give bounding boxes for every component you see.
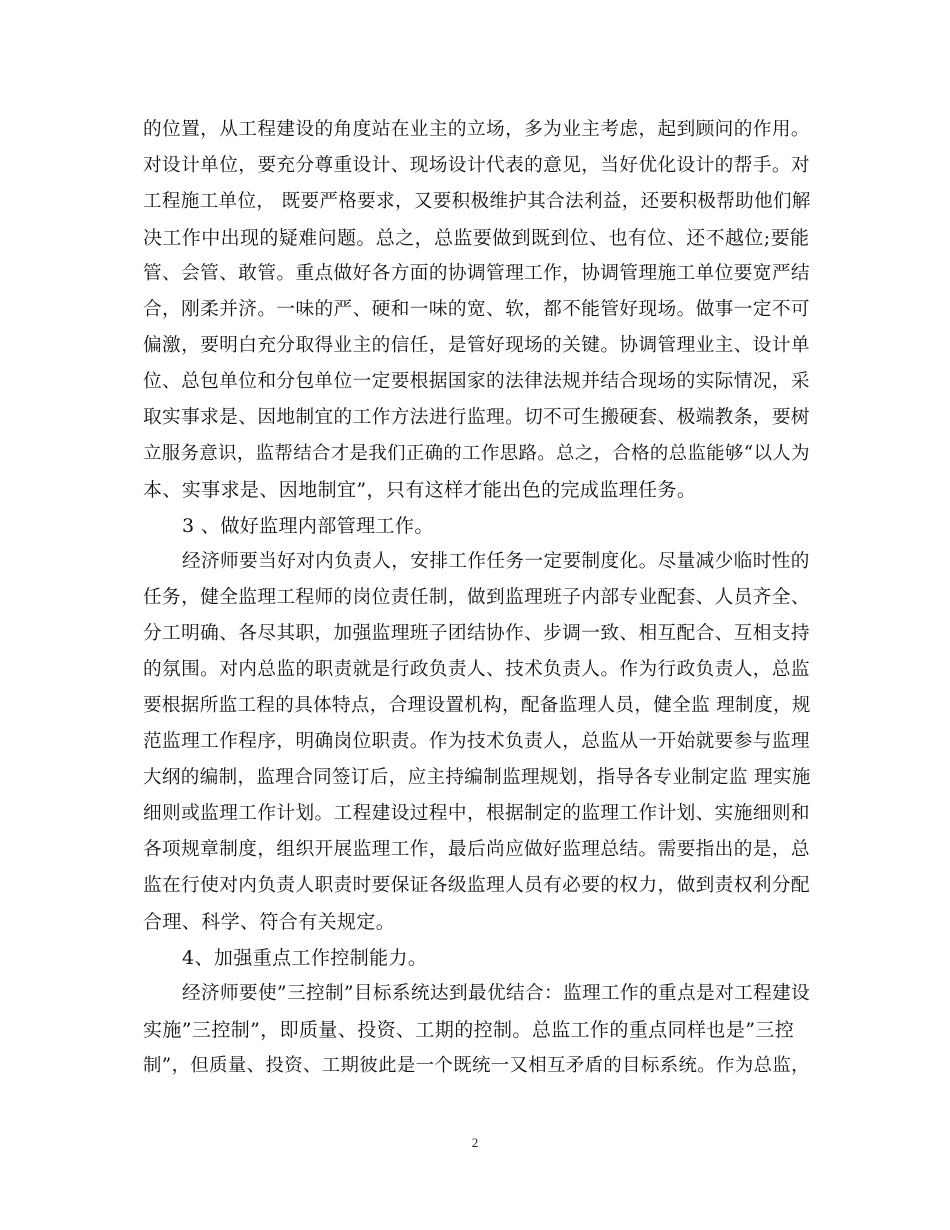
text-line: 要根据所监工程的具体特点，合理设置机构，配备监理人员，健全监 理制度，规 — [143, 695, 811, 716]
text-line: 大纲的编制，监理合同签订后，应主持编制监理规划，指导各专业制定监 理实施 — [143, 767, 811, 788]
text-line: 分工明确、各尽其职，加强监理班子团结协作、步调一致、相互配合、互相支持 — [143, 623, 810, 644]
text-line: 位、总包单位和分包单位一定要根据国家的法律法规并结合现场的实际情况，采 — [143, 371, 810, 392]
text-line: 决工作中出现的疑难问题。总之，总监要做到既到位、也有位、还不越位;要能 — [143, 227, 810, 249]
text-line: 本、实事求是、因地制宜”，只有这样才能出色的完成监理任务。 — [143, 479, 697, 501]
section-heading: 3 、做好监理内部管理工作。 — [182, 515, 434, 537]
text-line: 管、会管、敢管。重点做好各方面的协调管理工作，协调管理施工单位要宽严结 — [143, 263, 810, 284]
page-number: 2 — [471, 1135, 479, 1150]
text-line: 的氛围。对内总监的职责就是行政负责人、技术负责人。作为行政负责人，总监 — [143, 659, 810, 680]
text-line: 各项规章制度，组织开展监理工作，最后尚应做好监理总结。需要指出的是，总 — [143, 839, 810, 860]
text-line: 实施”三控制”，即质量、投资、工期的控制。总监工作的重点同样也是”三控 — [143, 1019, 795, 1041]
text-line: 范监理工作程序，明确岗位职责。作为技术负责人，总监从一开始就要参与监理 — [143, 731, 810, 752]
text-line: 工程施工单位， 既要严格要求，又要积极维护其合法利益，还要积极帮助他们解 — [143, 191, 811, 212]
text-line: 经济师要当好对内负责人，安排工作任务一定要制度化。尽量减少临时性的 — [182, 551, 810, 572]
section-heading: 4、加强重点工作控制能力。 — [182, 947, 428, 969]
text-line: 立服务意识，监帮结合才是我们正确的工作思路。总之，合格的总监能够“以人为 — [143, 443, 810, 464]
text-line: 的位置，从工程建设的角度站在业主的立场，多为业主考虑，起到顾问的作用。 — [143, 119, 810, 140]
text-line: 经济师要使”三控制”目标系统达到最优结合：监理工作的重点是对工程建设 — [182, 983, 811, 1004]
text-line: 合，刚柔并济。一味的严、硬和一味的宽、软，都不能管好现场。做事一定不可 — [143, 299, 810, 320]
text-line: 对设计单位，要充分尊重设计、现场设计代表的意见，当好优化设计的帮手。对 — [143, 155, 810, 176]
text-line: 任务，健全监理工程师的岗位责任制，做到监理班子内部专业配套、人员齐全、 — [143, 587, 810, 608]
text-line: 取实事求是、因地制宜的工作方法进行监理。切不可生搬硬套、极端教条，要树 — [143, 407, 810, 428]
text-line: 合理、科学、符合有关规定。 — [143, 911, 396, 933]
text-line: 细则或监理工作计划。工程建设过程中，根据制定的监理工作计划、实施细则和 — [143, 803, 810, 824]
text-line: 监在行使对内负责人职责时要保证各级监理人员有必要的权力，做到责权利分配 — [143, 875, 810, 896]
text-line: 偏激，要明白充分取得业主的信任，是管好现场的关键。协调管理业主、设计单 — [143, 335, 810, 356]
text-line: 制”，但质量、投资、工期彼此是一个既统一又相互矛盾的目标系统。作为总监， — [143, 1055, 810, 1076]
